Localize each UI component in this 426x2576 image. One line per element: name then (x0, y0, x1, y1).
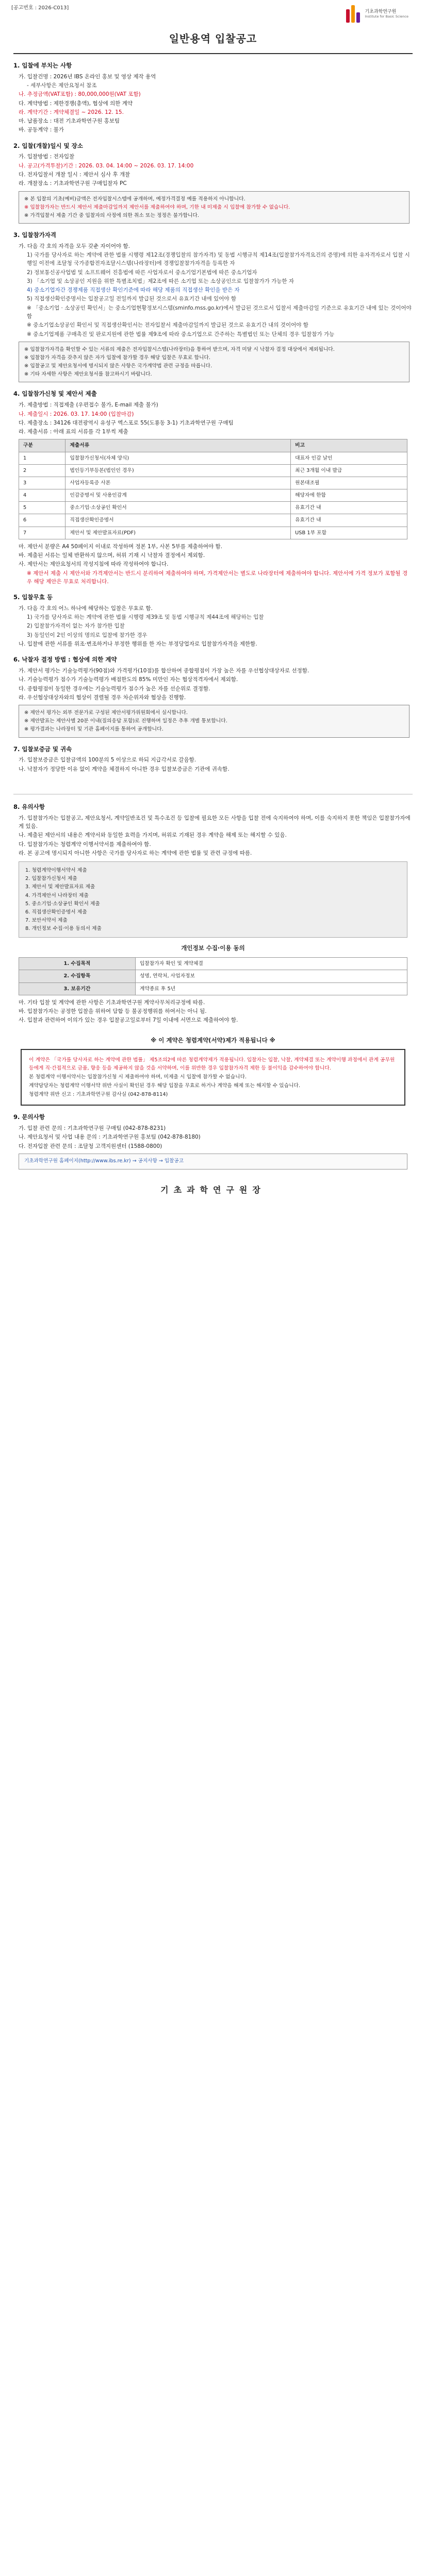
s6-item: 가. 제안서 평가는 기술능력평가(90점)와 가격평가(10점)를 합산하여 종합평점이 가장 높은 자를 우선협상대상자로 선정함. (19, 668, 309, 674)
table-cell: 1. 수집목적 (19, 958, 136, 970)
s4-item: 가. 제출방법 : 직접제출 (우편접수 불가, E-mail 제출 불가) (19, 402, 158, 409)
checklist-item: 4. 가격제안서 나라장터 제출 (25, 892, 89, 899)
checklist-item: 3. 제안서 및 제안발표자료 제출 (25, 884, 95, 890)
s4-item: 사. 제안서는 제안요청서의 작성지침에 따라 작성하여야 합니다. (19, 561, 169, 568)
s2-box-line: ※ 가격입찰서 제출 기간 중 입찰자의 사정에 의한 취소 또는 정정은 불가합니다. (24, 212, 199, 218)
s6-notice-box (19, 705, 409, 738)
table-cell: 직접생산확인증명서 (65, 514, 291, 527)
table-cell: 2 (19, 464, 65, 477)
table-cell: 유효기간 내 (291, 514, 407, 527)
table-cell: 인감증명서 및 사용인감계 (65, 489, 291, 502)
table-cell: 성명, 연락처, 사업자정보 (135, 970, 407, 982)
table-row (19, 452, 407, 464)
s4-item: 라. 제출서류 : 아래 표의 서류를 각 1부씩 제출 (19, 429, 128, 435)
s8-item: 라. 본 공고에 명시되지 아니한 사항은 국가를 당사자로 하는 계약에 관한 법률 및 관련 규정에 따름. (19, 850, 252, 856)
checklist-box (19, 861, 407, 938)
content-top (0, 61, 426, 773)
s4-item: 다. 제출장소 : 34126 대전광역시 유성구 엑스포로 55(도룡동 3-1) 기초과학연구원 구매팀 (19, 419, 234, 426)
s6-box-line: ※ 제안발표는 제안사별 20분 이내(질의응답 포함)로 진행하며 일정은 추후 개별 통보합니다. (24, 718, 227, 724)
table-cell: 유효기간 내 (291, 502, 407, 514)
s3-subnote: ※ 중소기업소상공인 확인서 및 직접생산확인서는 전자입찰서 제출마감일까지 발급된 것으로 유효기간 내의 것이어야 함 (27, 322, 308, 329)
table-cell: 원본대조필 (291, 477, 407, 489)
s8-item: 마. 기타 입찰 및 계약에 관한 사항은 기초과학연구원 계약사무처리규정에 따름. (19, 999, 205, 1006)
s9-item: 다. 전자입찰 관련 문의 : 조달청 고객지원센터 (1588-0800) (19, 1143, 162, 1149)
s6-item: 라. 우선협상대상자와의 협상이 결렬될 경우 차순위자와 협상을 진행함. (19, 694, 186, 701)
s1-item: 나. 추정금액(VAT포함) : 80,000,000원(VAT 포함) (19, 91, 141, 98)
s8-item: 나. 제출된 제안서의 내용은 계약서와 동일한 효력을 가지며, 허위로 기재된 경우 계약을 해제 또는 해지할 수 있음. (19, 832, 287, 839)
table-row (19, 970, 407, 982)
s5-item: 2) 입찰참가자격이 없는 자가 참가한 입찰 (27, 623, 125, 630)
s5-item: 1) 국가를 당사자로 하는 계약에 관한 법률 시행령 제39조 및 동법 시행규칙 제44조에 해당하는 입찰 (27, 614, 264, 621)
table-cell: 최근 3개월 이내 발급 (291, 464, 407, 477)
s2-item: 나. 공고(가격투찰)기간 : 2026. 03. 04. 14:00 ~ 2026. 03. 17. 14:00 (19, 162, 194, 169)
s6-item: 나. 기술능력평가 점수가 기술능력평가 배점한도의 85% 미만인 자는 협상적격자에서 제외함. (19, 676, 238, 683)
table-cell: 3. 보유기간 (19, 982, 136, 995)
s2-item: 다. 전자입찰서 개찰 일시 : 제안서 심사 후 개찰 (19, 172, 130, 178)
section-3-heading: 3. 입찰참가자격 (13, 231, 57, 239)
s5-item: 나. 입찰에 관한 서류를 위조·변조하거나 부정한 행위를 한 자는 부정당업자로 입찰참가자격을 제한함. (19, 640, 257, 647)
table-row (19, 527, 407, 539)
table-cell: 입찰참가신청서(자체 양식) (65, 452, 291, 464)
section-9-heading: 9. 문의사항 (13, 1113, 45, 1121)
s3-subnote: ※ 중소기업제품 구매촉진 및 판로지원에 관한 법률 제9조에 따라 중소기업으로 간주하는 특별법인 또는 단체의 경우 입찰참가 가능 (27, 331, 335, 337)
s3-notice-box (19, 342, 409, 383)
s1-item: 바. 공동계약 : 불가 (19, 127, 64, 133)
table-cell: 7 (19, 527, 65, 539)
notice-page (0, 0, 426, 1197)
s9-note-box (19, 1154, 407, 1170)
footer-org: 기초과학연구원장 (160, 1184, 266, 1195)
s6-box-line: ※ 제안서 평가는 외부 전문가로 구성된 제안서평가위원회에서 실시합니다. (24, 710, 188, 716)
table-cell: 3 (19, 477, 65, 489)
s8-item: 사. 입찰과 관련하여 이의가 있는 경우 입찰공고일로부터 7일 이내에 서면으로 제출하여야 함. (19, 1017, 238, 1024)
section-8-heading: 8. 유의사항 (13, 803, 45, 810)
checklist-item: 6. 직접생산확인증명서 제출 (25, 909, 87, 915)
s5-item: 3) 동일인이 2인 이상의 명의로 입찰에 참가한 경우 (27, 632, 148, 638)
table-cell: 5 (19, 502, 65, 514)
s8-item: 가. 입찰참가자는 입찰공고, 제안요청서, 계약일반조건 및 특수조건 등 입찰에 필요한 모든 사항을 입찰 전에 숙지하여야 하며, 이를 숙지하지 못한 책임은 입찰참가자에게 있음. (19, 815, 411, 830)
s3-item: 5) 직접생산확인증명서는 입찰공고일 전일까지 발급된 것으로서 유효기간 내에 있어야 함 (27, 296, 236, 302)
s8-item: 바. 입찰참가자는 공정한 입찰을 위하여 담합 등 불공정행위를 하여서는 아니 됨. (19, 1008, 207, 1015)
logo-text (365, 9, 408, 19)
pledge-line: 계약담당자는 청렴계약 이행서약 위반 사실이 확인된 경우 해당 입찰을 무효로 하거나 계약을 해제 또는 해지할 수 있습니다. (29, 1082, 301, 1089)
table-header-cell: 비고 (291, 439, 407, 452)
s3-item: 1) 국가를 당사자로 하는 계약에 관한 법률 시행령 제12조(경쟁입찰의 참가자격) 및 동법 시행규칙 제14조(입찰참가자격요건의 증명)에 의한 유자격자로서 입찰 시행일 이전에 조달청 국가종합전자조달시스템(나라장터)에 경쟁입찰참가자격을 등록한 자 (27, 252, 410, 267)
s3-box-line: ※ 입찰참가자격을 확인할 수 있는 서류의 제출은 전자입찰시스템(나라장터)을 통하여 받으며, 자격 미달 시 낙찰자 결정 대상에서 제외됩니다. (24, 346, 335, 352)
checklist-item: 8. 개인정보 수집·이용 동의서 제출 (25, 926, 102, 932)
table-row (19, 477, 407, 489)
homepage-link[interactable]: 기초과학연구원 홈페이지(http://www.ibs.re.kr) → 공지사항 → 입찰공고 (24, 1158, 184, 1164)
table-row (19, 982, 407, 995)
s9-item: 가. 입찰 관련 문의 : 기초과학연구원 구매팀 (042-878-8231) (19, 1125, 166, 1132)
checklist-item: 7. 보안서약서 제출 (25, 918, 68, 924)
pledge-line: 이 계약은 「국가를 당사자로 하는 계약에 관한 법률」 제5조의2에 따른 청렴계약제가 적용됩니다. 입찰자는 입찰, 낙찰, 계약체결 또는 계약이행 과정에서 관계 공무원 등에게 직·간접적으로 금품, 향응 등을 제공하지 않을 것을 서약하며, 이를 위반한 경우 입찰참가자격 제한 등 불이익을 감수하여야 합니다. (29, 1057, 395, 1071)
s4-warning: ※ 제안서 제출 시 제안서와 가격제안서는 반드시 분리하여 제출하여야 하며, 가격제안서는 별도로 나라장터에 제출하여야 합니다. 제안서에 가격 정보가 포함될 경우 해당 제안은 무효로 처리합니다. (27, 570, 408, 585)
pledge-line: 청렴계약 위반 신고 : 기초과학연구원 감사실 (042-878-8114) (29, 1092, 168, 1098)
s2-box-line: ※ 입찰참가자는 반드시 제안서 제출마감일까지 제안서를 제출하여야 하며, 기한 내 미제출 시 입찰에 참가할 수 없습니다. (24, 204, 290, 210)
s2-box-line: ※ 본 입찰의 기초(예비)금액은 전자입찰시스템에 공개하며, 예정가격결정 예를 적용하지 아니합니다. (24, 196, 245, 202)
table-cell: 대표자 인감 날인 (291, 452, 407, 464)
checklist-item: 1. 청렴계약이행서약서 제출 (25, 868, 87, 874)
s1-item: - 세부사항은 제안요청서 참조 (27, 82, 97, 89)
page-title: 일반용역 입찰공고 (169, 32, 257, 45)
table-row (19, 464, 407, 477)
table-row (19, 502, 407, 514)
s4-item: 바. 제출된 서류는 일체 반환하지 않으며, 허위 기재 시 낙찰자 결정에서 제외함. (19, 552, 205, 558)
pledge-title: ※ 이 계약은 청렴계약(서약)제가 적용됩니다 ※ (151, 1036, 275, 1044)
s6-box-line: ※ 평가결과는 나라장터 및 기관 홈페이지를 통하여 공개합니다. (24, 726, 163, 733)
section-2-heading: 2. 입찰(개찰)일시 및 장소 (13, 142, 83, 149)
table-cell: 2. 수집항목 (19, 970, 136, 982)
table-cell: 6 (19, 514, 65, 527)
title-divider (13, 53, 413, 54)
table-cell: 제안서 및 제안발표자료(PDF) (65, 527, 291, 539)
s7-item: 가. 입찰보증금은 입찰금액의 100분의 5 이상으로 하되 지급각서로 갈음함. (19, 757, 196, 764)
s3-box-line: ※ 기타 자세한 사항은 제안요청서를 참고하시기 바랍니다. (24, 371, 152, 378)
s3-box-line: ※ 입찰참가 자격을 갖추지 않은 자가 입찰에 참가할 경우 해당 입찰은 무효로 합니다. (24, 354, 210, 361)
checklist-item: 2. 입찰참가신청서 제출 (25, 876, 77, 882)
pledge-box (21, 1049, 405, 1106)
s3-item: 2) 정보통신공사업법 및 소프트웨어 진흥법에 따른 사업자로서 중소기업기본법에 따른 중소기업자 (27, 269, 257, 276)
logo-sub: Institute for Basic Science (365, 14, 408, 19)
s5-item: 가. 다음 각 호의 어느 하나에 해당하는 입찰은 무효로 함. (19, 605, 153, 612)
s2-item: 가. 입찰방법 : 전자입찰 (19, 154, 75, 160)
s2-item: 라. 개찰장소 : 기초과학연구원 구매입찰자 PC (19, 180, 127, 187)
section-5-heading: 5. 입찰무효 등 (13, 594, 53, 601)
section-1-heading: 1. 입찰에 부치는 사항 (13, 62, 72, 69)
s3-subnote: ※ 「중소기업 · 소상공인 확인서」는 중소기업현황정보시스템(sminfo.mss.go.kr)에서 발급된 것으로서 입찰서 제출마감일 기준으로 유효기간 내에 있는 것이어야 함 (27, 304, 412, 319)
table-cell: 계약종료 후 5년 (135, 982, 407, 995)
agree-title: 개인정보 수집·이용 동의 (181, 944, 245, 952)
s2-notice-box (19, 191, 409, 224)
table-header-cell: 제출서류 (65, 439, 291, 452)
table-row (19, 489, 407, 502)
table-cell: 해당자에 한함 (291, 489, 407, 502)
section-4-heading: 4. 입찰참가신청 및 제안서 제출 (13, 390, 97, 398)
s7-item: 나. 낙찰자가 정당한 이유 없이 계약을 체결하지 아니한 경우 입찰보증금은 기관에 귀속함. (19, 766, 230, 772)
table-cell: 중소기업·소상공인 확인서 (65, 502, 291, 514)
s3-item: 가. 다음 각 호의 자격을 모두 갖춘 자이어야 함. (19, 243, 130, 249)
notice-number: [공고번호 : 2026-C013] (11, 5, 69, 11)
header-bar (0, 0, 426, 29)
table-cell: 사업자등록증 사본 (65, 477, 291, 489)
table-header-row (19, 439, 407, 452)
table-header-cell: 구분 (19, 439, 65, 452)
s4-item: 나. 제출일시 : 2026. 03. 17. 14:00 (입찰마감) (19, 411, 134, 417)
s6-item: 다. 종합평점이 동일한 경우에는 기술능력평가 점수가 높은 자를 선순위로 결정함. (19, 685, 210, 692)
s1-item: 라. 계약기간 : 계약체결일 ~ 2026. 12. 15. (19, 109, 124, 115)
section-6-heading: 6. 낙찰자 결정 방법 : 협상에 의한 계약 (13, 656, 117, 664)
s3-item: 4) 중소기업자간 경쟁제품 직접생산 확인기준에 따라 해당 제품의 직접생산 확인을 받은 자 (27, 287, 240, 294)
s8-item: 다. 입찰참가자는 청렴계약 이행서약서를 제출하여야 함. (19, 841, 151, 848)
table-row (19, 514, 407, 527)
ibs-logo-icon (346, 5, 362, 23)
table-cell: 1 (19, 452, 65, 464)
logo-name: 기초과학연구원 (365, 9, 397, 14)
table-cell: 4 (19, 489, 65, 502)
s1-item: 가. 입찰건명 : 2026년 IBS 온라인 홍보 및 영상 제작 용역 (19, 73, 156, 80)
table-cell: USB 1부 포함 (291, 527, 407, 539)
checklist-item: 5. 중소기업·소상공인 확인서 제출 (25, 901, 100, 907)
ibs-logo (346, 5, 408, 23)
pledge-line: 본 청렴계약 이행서약서는 입찰참가신청 시 제출하여야 하며, 미제출 시 입찰에 참가할 수 없습니다. (29, 1074, 247, 1080)
s4-item: 마. 제안서 분량은 A4 50페이지 이내로 작성하며 정본 1부, 사본 5부를 제출하여야 함. (19, 543, 222, 550)
s1-item: 마. 납품장소 : 대전 기초과학연구원 홍보팀 (19, 118, 120, 125)
s1-item: 다. 계약방법 : 제한경쟁(총액), 협상에 의한 계약 (19, 100, 133, 107)
table-cell: 법인등기부등본(법인인 경우) (65, 464, 291, 477)
s3-item: 3) 「소기업 및 소상공인 지원을 위한 특별조치법」제2조에 따른 소기업 또는 소상공인으로 입찰참가가 가능한 자 (27, 278, 294, 284)
content-bottom (0, 803, 426, 1197)
table-row (19, 958, 407, 970)
s9-item: 나. 제안요청서 및 사업 내용 문의 : 기초과학연구원 홍보팀 (042-878-8180) (19, 1134, 201, 1141)
table-cell: 입찰참가자 확인 및 계약체결 (135, 958, 407, 970)
agree-table (19, 957, 407, 995)
section-7-heading: 7. 입찰보증금 및 귀속 (13, 745, 72, 753)
submit-documents-table (19, 439, 407, 539)
s3-box-line: ※ 입찰공고 및 제안요청서에 명시되지 않은 사항은 국가계약법 관련 규정을 따릅니다. (24, 363, 212, 369)
